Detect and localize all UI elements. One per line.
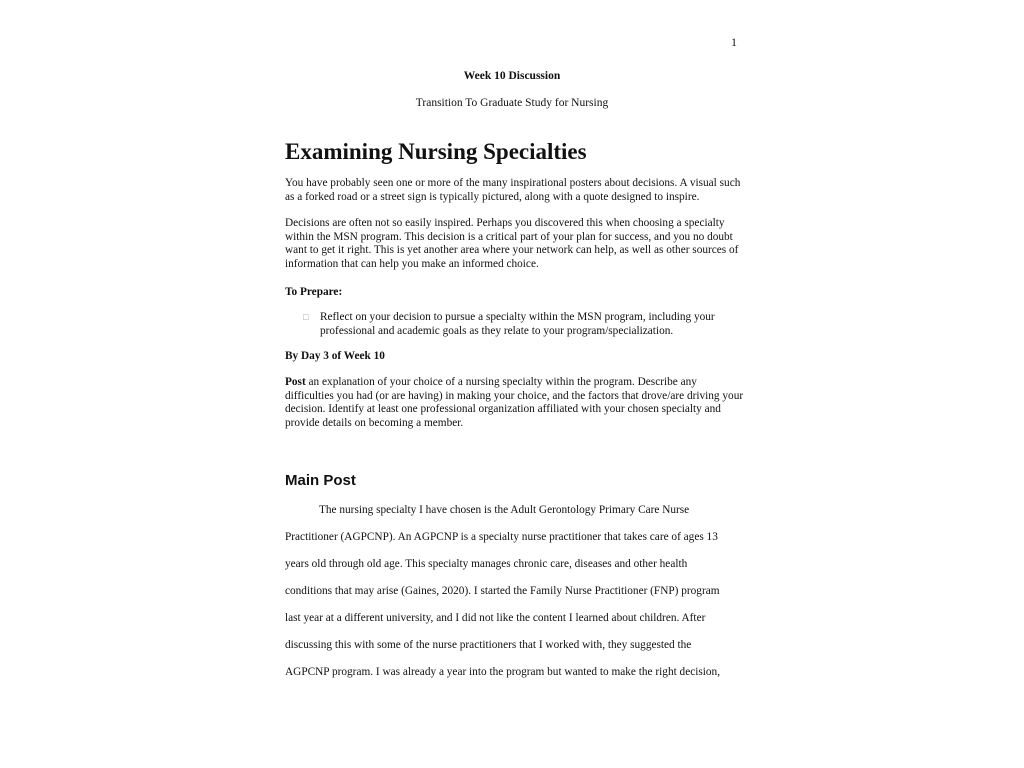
main-post-line: discussing this with some of the nurse practitioners that I worked with, they suggested the bbox=[285, 639, 692, 651]
main-post-line: AGPCNP program. I was already a year into the program but wanted to make the right decision, bbox=[285, 666, 721, 678]
document-subtitle: Transition To Graduate Study for Nursing bbox=[415, 97, 609, 109]
bullet-text: Reflect on your decision to pursue a specialty within the MSN program, including your professional and academic goals as they relate to your program/specialization. bbox=[320, 311, 715, 337]
bullet-square-icon: □ bbox=[303, 312, 309, 322]
post-text: an explanation of your choice of a nursing specialty within the program. Describe any difficulties you had (or are having) in making your choice, and the factors that drove/are driving your decision. Identify at least one professional organization affiliated with your chosen specialty and provide details on becoming a member. bbox=[285, 376, 744, 429]
page-number: 1 bbox=[731, 35, 737, 49]
main-post-body bbox=[285, 504, 737, 693]
intro-paragraph: You have probably seen one or more of the many inspirational posters about decisions. A visual such as a forked road or a street sign is typically pictured, along with a quote designed to inspire. bbox=[285, 177, 741, 203]
document-title: Week 10 Discussion bbox=[463, 70, 561, 82]
assignment-section bbox=[285, 138, 747, 430]
main-post-line: conditions that may arise (Gaines, 2020). I started the Family Nurse Practitioner (FNP) program bbox=[285, 585, 720, 597]
main-post-line: Practitioner (AGPCNP). An AGPCNP is a specialty nurse practitioner that takes care of ages 13 bbox=[285, 531, 718, 543]
main-post-heading: Main Post bbox=[285, 472, 356, 489]
post-instructions bbox=[285, 376, 747, 430]
assignment-heading: Examining Nursing Specialties bbox=[285, 139, 587, 164]
by-day-label: By Day 3 of Week 10 bbox=[285, 350, 385, 362]
post-bold-label: Post bbox=[285, 376, 306, 388]
main-post-line: last year at a different university, and I did not like the content I learned about children. After bbox=[285, 612, 706, 624]
decision-paragraph: Decisions are often not so easily inspired. Perhaps you discovered this when choosing a specialty within the MSN program. This decision is a critical part of your plan for success, and you no doubt want to get it right. This is yet another area where your network can help, as well as other sources of information that can help you make an informed choice. bbox=[285, 217, 739, 270]
to-prepare-label: To Prepare: bbox=[285, 286, 343, 298]
main-post-line: The nursing specialty I have chosen is the Adult Gerontology Primary Care Nurse bbox=[319, 504, 690, 516]
main-post-line: years old through old age. This specialty manages chronic care, diseases and other health bbox=[285, 558, 688, 570]
prepare-bullet bbox=[285, 311, 747, 338]
